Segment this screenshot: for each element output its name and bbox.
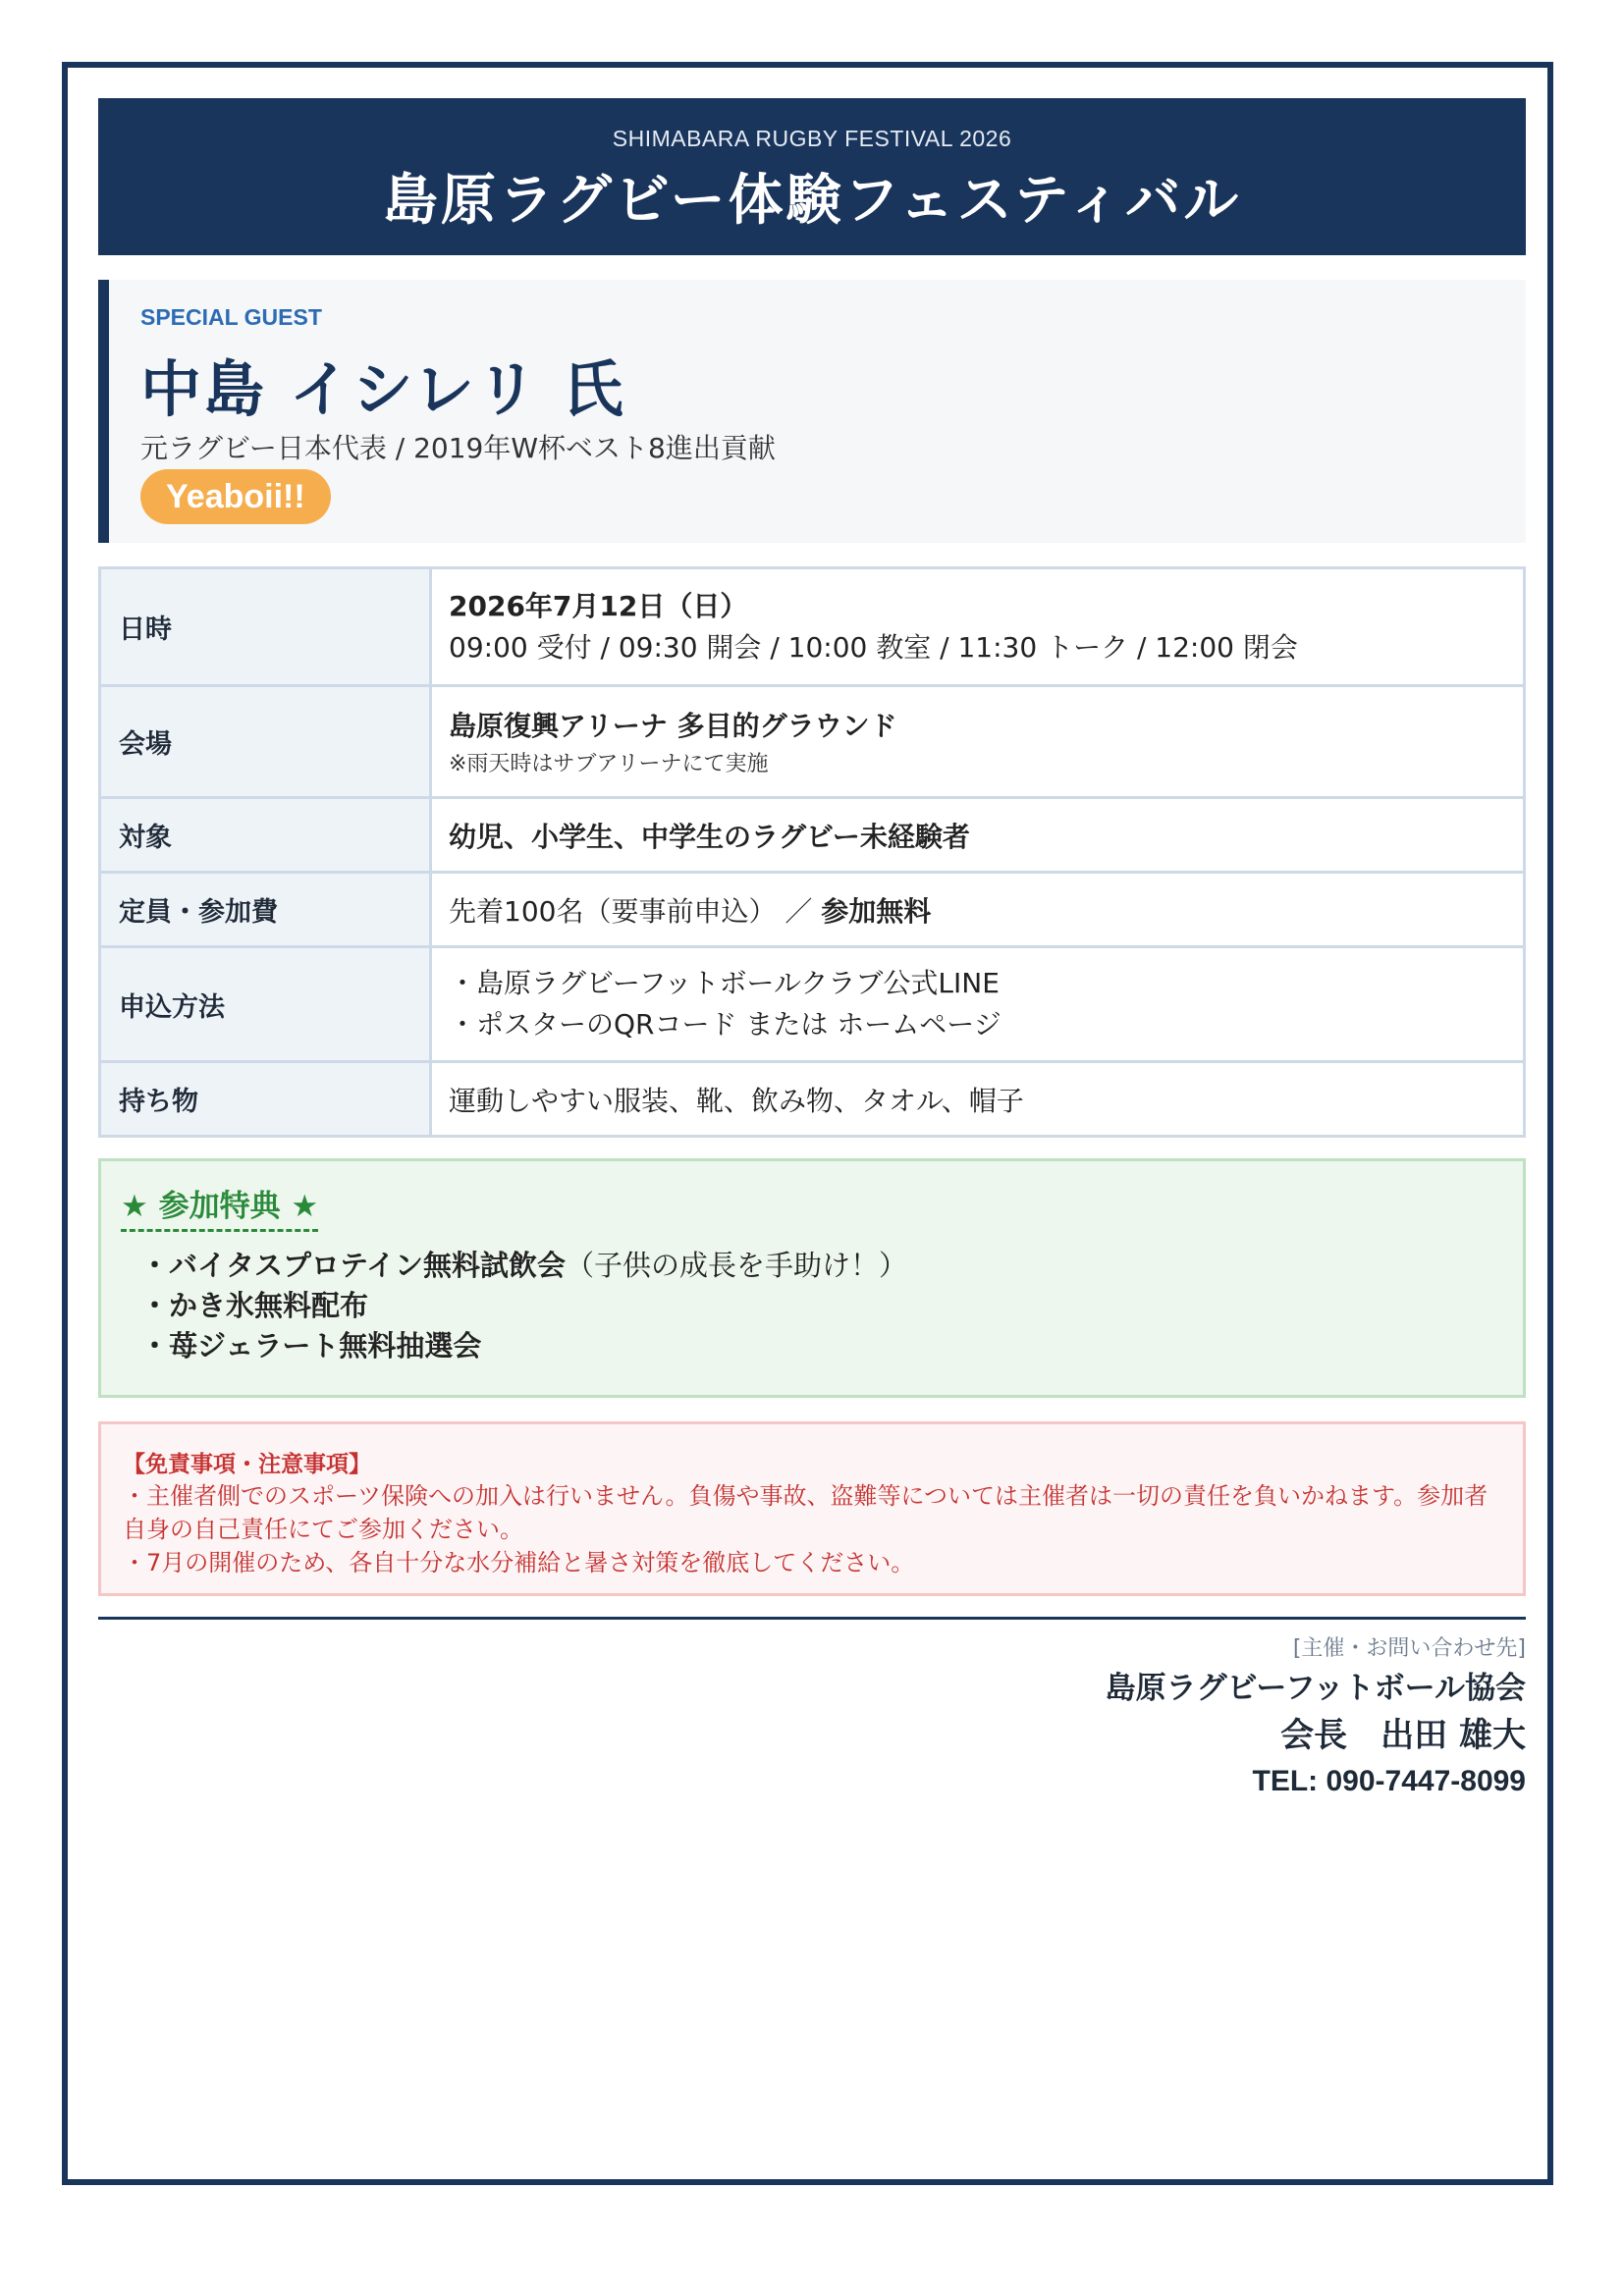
capacity-fee: 参加無料 <box>821 894 932 928</box>
row-key-capacity: 定員・参加費 <box>100 873 431 947</box>
notice-line-2: ・7月の開催のため、各自十分な水分補給と暑さ対策を徹底してください。 <box>123 1549 915 1576</box>
row-value-venue <box>431 686 1525 798</box>
table-row <box>100 686 1525 798</box>
notice-body <box>123 1479 1501 1579</box>
perk-item-1: ・バイタスプロテイン無料試飲会 <box>140 1249 566 1282</box>
venue-name: 島原復興アリーナ 多目的グラウンド <box>449 710 897 742</box>
apply-line-1: ・島原ラグビーフットボールクラブ公式LINE <box>449 967 1000 999</box>
notice-section <box>98 1421 1526 1596</box>
event-schedule: 09:00 受付 / 09:30 開会 / 10:00 教室 / 11:30 トーク / 12:00 閉会 <box>449 630 1298 664</box>
perk-item-3: ・苺ジェラート無料抽選会 <box>140 1329 482 1362</box>
notice-title: 【免責事項・注意事項】 <box>123 1452 371 1477</box>
contact-block <box>1106 1632 1526 1803</box>
guest-description: 元ラグビー日本代表 / 2019年W杯ベスト8進出貢献 <box>140 432 776 464</box>
row-value-capacity <box>431 873 1525 947</box>
table-row <box>100 873 1525 947</box>
contact-org: 島原ラグビーフットボール協会 <box>1105 1671 1526 1706</box>
table-row <box>100 568 1525 686</box>
row-value-datetime <box>431 568 1525 686</box>
guest-label: SPECIAL GUEST <box>140 304 322 330</box>
row-key-venue: 会場 <box>100 686 431 798</box>
capacity-value: 先着100名（要事前申込） <box>449 894 777 928</box>
row-value-target: 幼児、小学生、中学生のラグビー未経験者 <box>431 798 1525 873</box>
table-row <box>100 798 1525 873</box>
row-key-bring: 持ち物 <box>100 1062 431 1137</box>
event-info-table <box>98 566 1526 1138</box>
contact-label: [主催・お問い合わせ先] <box>1292 1636 1526 1661</box>
table-row <box>100 947 1525 1062</box>
perks-list <box>140 1246 907 1366</box>
event-date: 2026年7月12日（日） <box>449 589 748 622</box>
page-title: 島原ラグビー体験フェスティバル <box>382 169 1242 233</box>
list-item <box>140 1246 907 1286</box>
header-subtitle: SHIMABARA RUGBY FESTIVAL 2026 <box>612 126 1012 151</box>
guest-badge: Yeaboii!! <box>140 469 331 524</box>
row-key-target: 対象 <box>100 798 431 873</box>
capacity-separator: ／ <box>785 894 813 928</box>
perks-title: ★ 参加特典 ★ <box>121 1181 318 1232</box>
row-key-apply: 申込方法 <box>100 947 431 1062</box>
notice-line-1: ・主催者側でのスポーツ保険への加入は行いません。負傷や事故、盗難等については主催者は一切の責任を負いかねます。参加者自身の自己責任にてご参加ください。 <box>123 1482 1489 1543</box>
table-row <box>100 1062 1525 1137</box>
guest-name: 中島 イシレリ 氏 <box>140 353 625 425</box>
perk-item-2: ・かき氷無料配布 <box>140 1289 369 1322</box>
perk-item-1-note: （子供の成長を手助け！） <box>565 1249 907 1282</box>
perks-section <box>98 1158 1526 1398</box>
guest-section <box>98 280 1526 543</box>
row-value-apply <box>431 947 1525 1062</box>
venue-note: ※雨天時はサブアリーナにて実施 <box>449 752 769 776</box>
contact-tel: TEL: 090-7447-8099 <box>1252 1765 1526 1797</box>
row-value-bring: 運動しやすい服装、靴、飲み物、タオル、帽子 <box>431 1062 1525 1137</box>
apply-line-2: ・ポスターのQRコード または ホームページ <box>449 1008 1001 1041</box>
divider <box>98 1617 1526 1620</box>
header-banner <box>98 98 1526 255</box>
row-key-datetime: 日時 <box>100 568 431 686</box>
contact-president: 会長 出田 雄大 <box>1280 1716 1526 1755</box>
